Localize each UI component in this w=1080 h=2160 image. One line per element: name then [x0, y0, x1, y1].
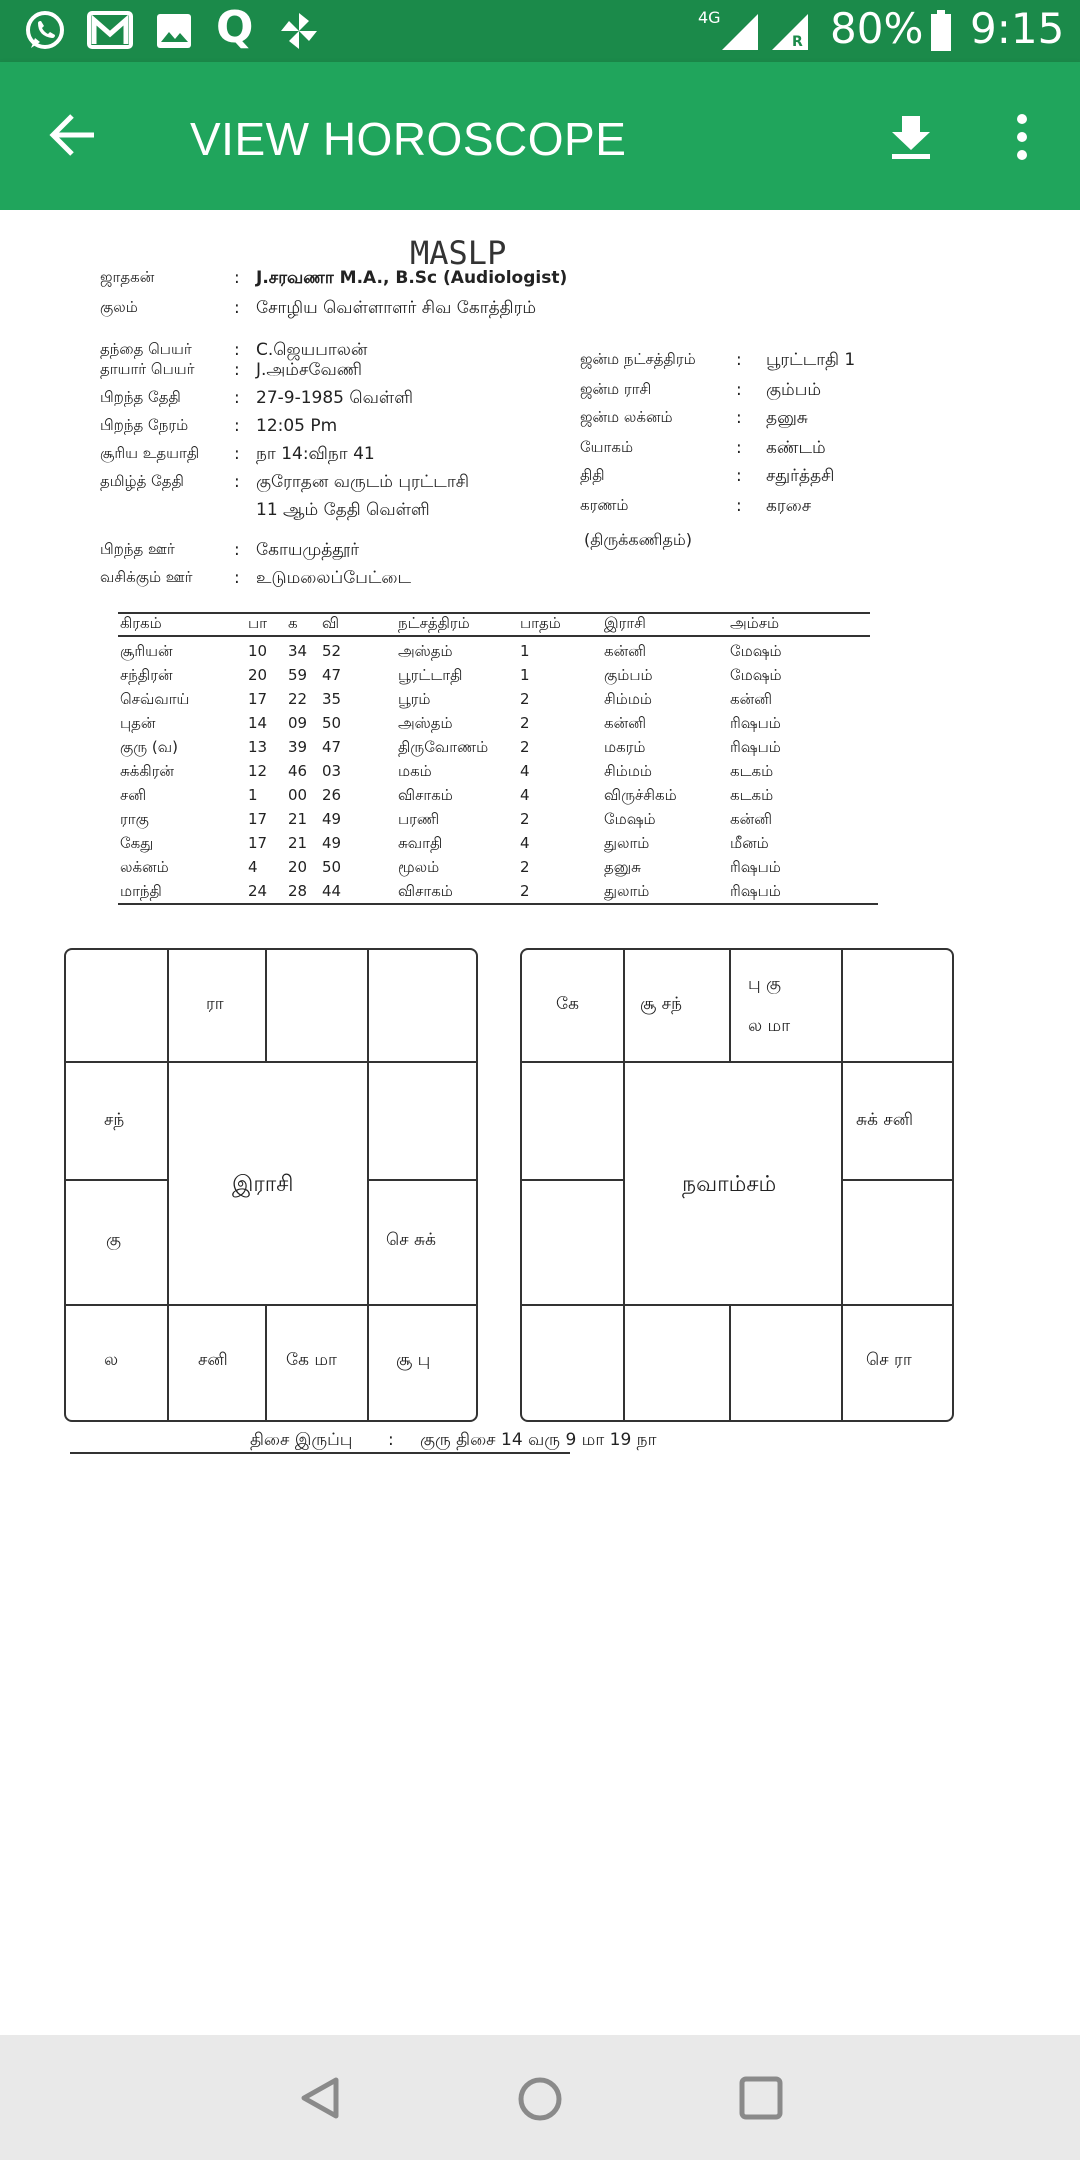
table-header-cell: இராசி: [604, 614, 646, 632]
table-cell: கடகம்: [730, 762, 774, 780]
table-cell: 4: [520, 834, 530, 852]
detail-separator: :: [736, 438, 742, 458]
table-cell: மீனம்: [730, 834, 769, 852]
rasi-cell-left-2: சந்: [104, 1110, 125, 1130]
network-type: 4G: [698, 8, 721, 27]
table-cell: சிம்மம்: [604, 762, 652, 780]
table-cell: 2: [520, 882, 530, 900]
table-cell: திருவோணம்: [398, 738, 489, 756]
table-cell: 49: [322, 810, 342, 828]
table-cell: பூரட்டாதி: [398, 666, 463, 684]
table-cell: ரிஷபம்: [730, 882, 781, 900]
detail-value: சோழிய வெள்ளாளர் சிவ கோத்திரம்: [256, 298, 537, 318]
detail-label: தமிழ்த் தேதி: [100, 472, 184, 490]
detail-label: வசிக்கும் ஊர்: [100, 568, 193, 586]
table-cell: 17: [248, 810, 268, 828]
battery-percent: 80%: [830, 4, 924, 53]
table-cell: 10: [248, 642, 268, 660]
footer-separator: :: [388, 1430, 394, 1450]
rasi-cell-bottom-4: சூ பு: [396, 1350, 431, 1370]
table-cell: 2: [520, 738, 530, 756]
table-header-cell: பா: [248, 614, 267, 632]
table-cell: விசாகம்: [398, 786, 453, 804]
table-row-planet: சந்திரன்: [120, 666, 173, 684]
table-cell: 1: [520, 666, 530, 684]
table-cell: 46: [288, 762, 308, 780]
table-cell: 17: [248, 834, 268, 852]
square-recents-icon[interactable]: [738, 2075, 784, 2121]
more-vert-icon[interactable]: [1010, 112, 1034, 162]
battery-icon: [930, 10, 952, 52]
table-cell: 34: [288, 642, 308, 660]
signal-roaming-icon: [770, 12, 810, 52]
table-cell: 21: [288, 834, 308, 852]
table-cell: 47: [322, 738, 342, 756]
q-app-icon: Q: [216, 2, 254, 53]
table-cell: ரிஷபம்: [730, 858, 781, 876]
table-cell: அஸ்தம்: [398, 642, 453, 660]
rasi-cell-top-2: ரா: [206, 994, 224, 1014]
detail-separator: :: [234, 268, 240, 288]
table-cell: 03: [322, 762, 342, 780]
table-cell: 52: [322, 642, 342, 660]
detail-label: திதி: [580, 466, 605, 484]
table-cell: 17: [248, 690, 268, 708]
table-cell: 35: [322, 690, 342, 708]
table-cell: பூரம்: [398, 690, 431, 708]
table-header-cell: கிரகம்: [120, 614, 162, 632]
table-header-cell: வி: [322, 614, 340, 632]
table-cell: மகரம்: [604, 738, 646, 756]
rasi-cell-right-3: செ சுக்: [386, 1230, 437, 1250]
detail-label: தாயார் பெயர்: [100, 360, 195, 378]
navigation-bar: [0, 2035, 1080, 2160]
navamsa-cell-top-2: சூ சந்: [640, 994, 682, 1014]
detail-label: சூரிய உதயாதி: [100, 444, 200, 462]
detail-value: பூரட்டாதி 1: [766, 350, 856, 370]
table-cell: 26: [322, 786, 342, 804]
table-cell: 2: [520, 690, 530, 708]
detail-label: பிறந்த ஊர்: [100, 540, 175, 558]
gallery-icon: [155, 12, 193, 50]
rasi-cell-bottom-3: கே மா: [286, 1350, 337, 1370]
table-cell: 50: [322, 858, 342, 876]
table-cell: அஸ்தம்: [398, 714, 453, 732]
table-cell: 1: [248, 786, 258, 804]
table-cell: 24: [248, 882, 268, 900]
detail-label: ஜன்ம ராசி: [580, 380, 652, 398]
table-cell: 00: [288, 786, 308, 804]
table-row-planet: குரு (வ): [120, 738, 178, 756]
status-bar: [0, 0, 1080, 62]
table-bottom-rule: [118, 903, 878, 905]
detail-value: குரோதன வருடம் புரட்டாசி: [256, 472, 470, 492]
detail-separator: :: [234, 298, 240, 318]
detail-value: கோயமுத்தூர்: [256, 540, 360, 560]
detail-label: குலம்: [100, 298, 138, 316]
table-cell: கன்னி: [604, 714, 647, 732]
detail-value: 11 ஆம் தேதி வெள்ளி: [256, 500, 430, 520]
circle-home-icon[interactable]: [516, 2075, 564, 2123]
table-cell: 22: [288, 690, 308, 708]
detail-separator: :: [234, 472, 240, 492]
detail-value: கும்பம்: [766, 380, 822, 400]
rasi-center-label: இராசி: [232, 1172, 294, 1197]
table-cell: 2: [520, 810, 530, 828]
table-cell: 13: [248, 738, 268, 756]
page-title: VIEW HOROSCOPE: [190, 113, 627, 165]
table-cell: 21: [288, 810, 308, 828]
table-cell: பரணி: [398, 810, 440, 828]
navamsa-cell-bottom-4: செ ரா: [866, 1350, 912, 1370]
table-cell: கன்னி: [730, 810, 773, 828]
table-row-planet: மாந்தி: [120, 882, 162, 900]
detail-separator: :: [736, 380, 742, 400]
rasi-cell-left-3: கு: [106, 1230, 122, 1250]
table-cell: துலாம்: [604, 834, 650, 852]
footer-label: திசை இருப்பு: [250, 1430, 353, 1450]
table-cell: சிம்மம்: [604, 690, 652, 708]
table-cell: 4: [248, 858, 258, 876]
table-row-planet: ராகு: [120, 810, 149, 828]
table-cell: 14: [248, 714, 268, 732]
detail-separator: :: [234, 416, 240, 436]
table-cell: விருச்சிகம்: [604, 786, 677, 804]
navamsa-center-label: நவாம்சம்: [682, 1172, 777, 1197]
detail-value: கரசை: [766, 496, 812, 516]
whatsapp-icon: [22, 8, 68, 54]
table-cell: 47: [322, 666, 342, 684]
detail-separator: :: [234, 340, 240, 360]
table-cell: துலாம்: [604, 882, 650, 900]
detail-value: J.அம்சவேணி: [256, 360, 363, 380]
table-cell: மேஷம்: [604, 810, 656, 828]
footer-value: குரு திசை 14 வரு 9 மா 19 நா: [420, 1430, 657, 1450]
detail-separator: :: [736, 408, 742, 428]
detail-value: தனுசு: [766, 408, 808, 428]
table-cell: மகம்: [398, 762, 432, 780]
table-cell: 4: [520, 762, 530, 780]
table-row-planet: சுக்கிரன்: [120, 762, 174, 780]
handwritten-note: MASLP: [410, 234, 507, 272]
table-cell: கன்னி: [604, 642, 647, 660]
table-cell: 12: [248, 762, 268, 780]
rasi-cell-bottom-1: ல: [104, 1350, 119, 1370]
navamsa-cell-right-2: சுக் சனி: [856, 1110, 914, 1130]
table-cell: விசாகம்: [398, 882, 453, 900]
table-cell: 4: [520, 786, 530, 804]
table-cell: 39: [288, 738, 308, 756]
signal-icon: [720, 12, 760, 52]
roaming-indicator: R: [792, 34, 803, 50]
detail-value: 27-9-1985 வெள்ளி: [256, 388, 414, 408]
table-cell: ரிஷபம்: [730, 714, 781, 732]
table-row-planet: சூரியன்: [120, 642, 173, 660]
detail-separator: :: [234, 360, 240, 380]
detail-value: J.சரவணா M.A., B.Sc (Audiologist): [256, 268, 568, 288]
table-cell: மேஷம்: [730, 642, 782, 660]
detail-label: ஜன்ம நட்சத்திரம்: [580, 350, 696, 368]
detail-value: நா 14:விநா 41: [256, 444, 375, 464]
table-cell: கடகம்: [730, 786, 774, 804]
detail-separator: :: [234, 388, 240, 408]
table-cell: 2: [520, 858, 530, 876]
detail-label: பிறந்த தேதி: [100, 388, 181, 406]
table-cell: 59: [288, 666, 308, 684]
table-cell: சுவாதி: [398, 834, 443, 852]
table-cell: 49: [322, 834, 342, 852]
table-header-cell: பாதம்: [520, 614, 561, 632]
detail-value: C.ஜெயபாலன்: [256, 340, 368, 360]
detail-value: 12:05 Pm: [256, 416, 338, 436]
navamsa-cell-top-1: கே: [556, 994, 579, 1014]
table-cell: 44: [322, 882, 342, 900]
navamsa-chart: [520, 948, 954, 1422]
detail-label: தந்தை பெயர்: [100, 340, 192, 358]
navamsa-cell-top-3b: ல மா: [748, 1016, 791, 1036]
table-cell: கும்பம்: [604, 666, 653, 684]
table-cell: 20: [288, 858, 308, 876]
gmail-icon: [86, 10, 134, 50]
detail-separator: :: [736, 496, 742, 516]
table-cell: மூலம்: [398, 858, 440, 876]
pinwheel-app-icon: [278, 10, 320, 52]
detail-separator: :: [234, 444, 240, 464]
arrow-left-icon[interactable]: [48, 112, 98, 158]
table-cell: 09: [288, 714, 308, 732]
horoscope-document: [0, 210, 1080, 2035]
table-cell: 1: [520, 642, 530, 660]
table-row-planet: கேது: [120, 834, 154, 852]
table-header-cell: அம்சம்: [730, 614, 780, 632]
detail-separator: :: [234, 540, 240, 560]
detail-label: ஜாதகன்: [100, 268, 155, 286]
clock: 9:15: [970, 4, 1065, 53]
detail-label: கரணம்: [580, 496, 629, 514]
table-cell: தனுசு: [604, 858, 641, 876]
detail-label: ஜன்ம லக்னம்: [580, 408, 673, 426]
detail-label: யோகம்: [580, 438, 634, 456]
table-row-planet: லக்னம்: [120, 858, 169, 876]
table-row-planet: செவ்வாய்: [120, 690, 190, 708]
table-row-planet: சனி: [120, 786, 147, 804]
download-icon[interactable]: [888, 112, 934, 162]
detail-separator: :: [736, 350, 742, 370]
triangle-back-icon[interactable]: [298, 2075, 342, 2121]
detail-value: உடுமலைப்பேட்டை: [256, 568, 411, 588]
detail-separator: :: [736, 466, 742, 486]
table-header-cell: க: [288, 614, 298, 632]
table-cell: 2: [520, 714, 530, 732]
table-cell: 20: [248, 666, 268, 684]
table-cell: 50: [322, 714, 342, 732]
calc-note: (திருக்கணிதம்): [584, 530, 692, 549]
navamsa-cell-top-3a: பு கு: [748, 974, 782, 994]
detail-value: சதுர்த்தசி: [766, 466, 835, 486]
rasi-cell-bottom-2: சனி: [198, 1350, 228, 1370]
table-cell: ரிஷபம்: [730, 738, 781, 756]
table-header-cell: நட்சத்திரம்: [398, 614, 470, 632]
table-row-planet: புதன்: [120, 714, 156, 732]
detail-label: பிறந்த நேரம்: [100, 416, 189, 434]
detail-separator: :: [234, 568, 240, 588]
app-bar: [0, 62, 1080, 210]
detail-value: கண்டம்: [766, 438, 826, 458]
footer-rule: [70, 1452, 570, 1454]
table-header-rule: [118, 635, 870, 637]
rasi-chart: [64, 948, 478, 1422]
table-cell: கன்னி: [730, 690, 773, 708]
table-cell: 28: [288, 882, 308, 900]
table-cell: மேஷம்: [730, 666, 782, 684]
